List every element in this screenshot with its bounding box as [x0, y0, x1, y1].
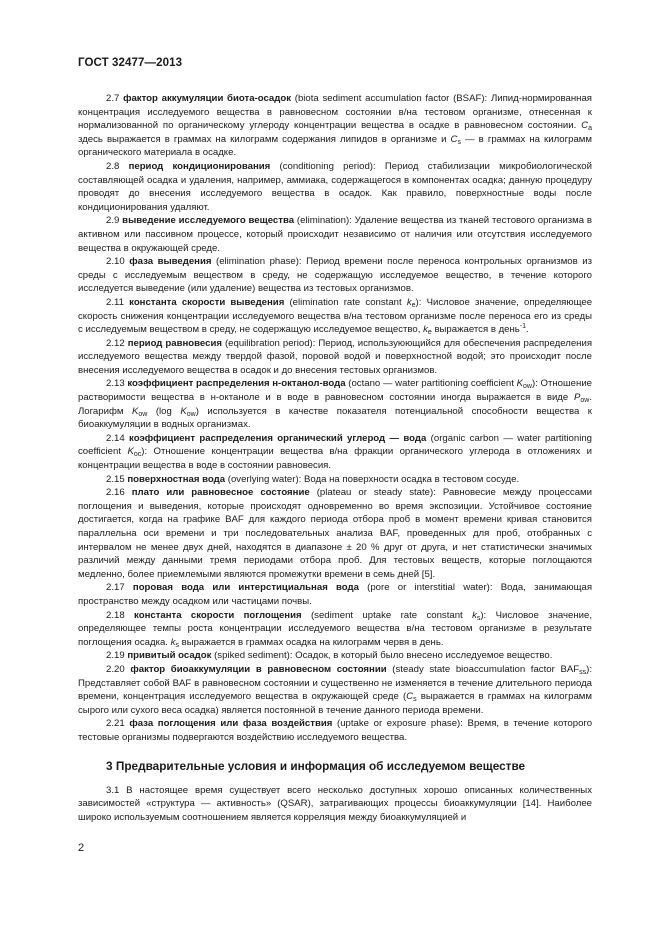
section-3-paragraph-1: 3.1 В настоящее время существует всего несколько доступных хорошо описанных количественных зависимостей «структура — активность» (QSAR), затрагивающих процессы биоаккумуляции [14]. Наиболее широко используемым соотношением является корреляция между биоаккумуляцией и	[78, 784, 592, 823]
document-body	[78, 92, 592, 824]
definition-2-16: 2.16 плато или равновесное состояние (plateau or steady state): Равновесие между процессами поглощения и выведения, которые происходят одновременно во время экспозиции. Устойчивое состояние достигается, когда на графике BAF для каждого периода отбора проб в момент времени кривая становится параллельна оси времени и три последовательных анализа BAF, проведенных для проб, отобранных с интервалом не менее двух дней, находятся в диапазоне ± 20 % друг от друга, и нет статистически значимых различий между данными тремя периодами отбора проб. Для тестовых веществ, которые поглощаются медленно, более приемлемыми являются промежутки времени в семь дней [5].	[78, 487, 592, 580]
definition-2-18: 2.18 константа скорости поглощения (sediment uptake rate constant $k_s$): Числовое значение, определяющее темпы роста концентрации исследуемого вещества в/на тестовом организме в результате поглощения осадка. $k_s$ выражается в граммах осадка на килограмм червя в день.	[78, 609, 592, 649]
definition-2-14: 2.14 коэффициент распределения органический углерод — вода (organic carbon — water partitioning coefficient $K_{oc}$): Отношение концентрации вещества в/на фракции органического углерода в отложениях и концентрации вещества в воде в состоянии равновесия.	[78, 432, 593, 472]
definition-2-20: 2.20 фактор биоаккумуляции в равновесном состоянии (steady state bioaccumulation factor $BAF_{ss}$): Представляет собой BAF в равновесном состоянии и существенно не изменяется в течение длительного периода времени, концентрация исследуемого вещества в окружающей среде ($C_s$ выражается в граммах на килограмм сырого или сухого веса осадка) является постоянной в течение данного периода времени.	[78, 663, 593, 716]
definition-2-12: 2.12 период равновесия (equilibration period): Период, используюющийся для обеспечения распределения исследуемого вещества между твердой фазой, поровой водой и поверхностной водой; это происходит после внесения исследуемого вещества в осадок и до внесения тестовых организмов.	[78, 337, 593, 376]
section-3-heading: 3 Предварительные условия и информация об исследуемом веществе	[106, 758, 526, 773]
definition-2-9: 2.9 выведение исследуемого вещества (elimination): Удаление вещества из тканей тестового организма в активном или пассивном процессе, который происходит независимо от наличия или отсутствия исследуемого вещества в окружающей среде.	[78, 215, 592, 254]
page-number: 2	[78, 842, 85, 854]
definition-2-8: 2.8 период кондиционирования (conditioning period): Период стабилизации микробиологической составляющей осадка и удаления, например, аммиака, содержащегося в компонентах осадка; данную процедуру проводят до внесения исследуемого вещества в осадок. Как правило, поверхностные воды после кондиционирования удаляют.	[78, 160, 592, 213]
definition-2-10: 2.10 фаза выведения (elimination phase): Период времени после переноса контрольных организмов из среды с исследуемым веществом в среду, не содержащую исследуемое вещество, в течение которого исследуется выведение (или удаление) вещества из тестовых организмов.	[78, 256, 592, 295]
definition-2-13: 2.13 коэффициент распределения н-октанол-вода (octano — water partitioning coefficient $K_{ow}$): Отношение растворимости вещества в н-октаноле и в воде в равновесном состоянии иногда выражается в виде $P_{ow}$. Логарифм $K_{ow}$ (log $K_{ow}$) используется в качестве показателя потенциальной способности вещества к биоаккумуляции в водных организмах.	[78, 378, 593, 431]
definition-2-19: 2.19 привитый осадок (spiked sediment): Осадок, в который было внесено исследуемое вещество.	[106, 650, 553, 662]
definition-2-7: 2.7 фактор аккумуляции биота-осадок (biota sediment accumulation factor (BSAF): Липид-нормированная концентрация исследуемого вещества в равновесном состоянии в/на тестовом организме, отнесенная к нормализованной по органическому углероду концентрации вещества в осадке в равновесном состоянии. $C_a$ здесь выражается в граммах на килограмм содержания липидов в организме и $C_s$ — в граммах на килограмм органического материала в осадке.	[78, 93, 592, 159]
definition-2-15: 2.15 поверхностная вода (overlying water): Вода на поверхности осадка в тестовом сосуде.	[106, 473, 520, 485]
document-header: ГОСТ 32477—2013	[78, 57, 183, 69]
definition-2-11: 2.11 константа скорости выведения (elimination rate constant $k_e$): Числовое значение, определяющее скорость снижения концентрации исследуемого вещества в/на тестовом организме после переноса его из среды с исследуемым веществом в среду, не содержащую исследуемое вещество, $k_e$ выражается в день$^{-1}$.	[78, 296, 593, 337]
definition-2-17: 2.17 поровая вода или интерстициальная вода (pore or interstitial water): Вода, занимающая пространство между осадком или частицами почвы.	[78, 582, 593, 607]
definition-2-21: 2.21 фаза поглощения или фаза воздействия (uptake or exposure phase): Время, в течение которого тестовые организмы подвергаются воздействию исследуемого вещества.	[78, 718, 593, 743]
